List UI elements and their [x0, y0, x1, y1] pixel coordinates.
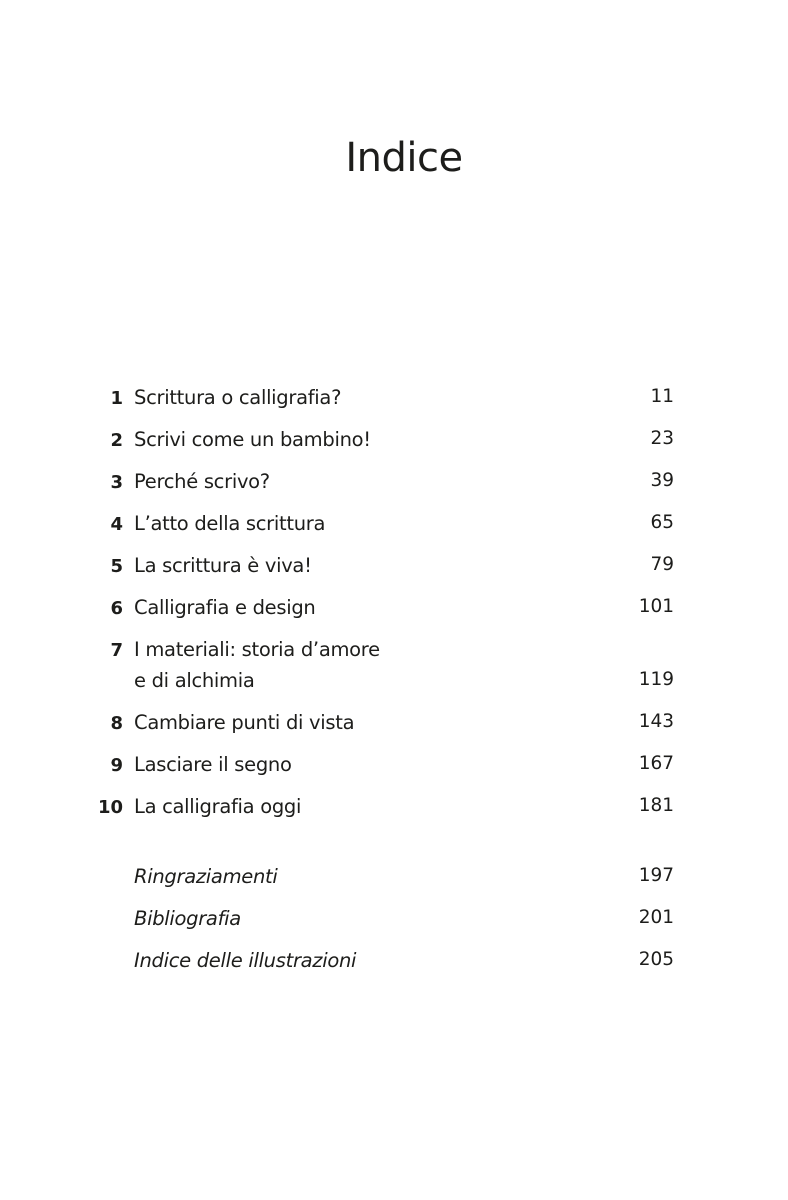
toc-backmatter-illustrations: [0, 939, 788, 981]
chapter-title: L’atto della scrittura: [134, 512, 326, 535]
toc-backmatter-bibliography: [0, 897, 788, 939]
chapter-title: Perché scrivo?: [134, 470, 270, 493]
page-number: 39: [650, 470, 674, 491]
chapter-title: La scrittura è viva!: [134, 554, 312, 577]
chapter-title-line-1: I materiali: storia d’amore: [134, 638, 380, 661]
page-number: 101: [638, 596, 674, 617]
chapter-title: Cambiare punti di vista: [134, 711, 355, 734]
page-number: 143: [638, 711, 674, 732]
chapter-title: Lasciare il segno: [134, 753, 292, 776]
chapter-title: Calligrafia e design: [134, 596, 316, 619]
page-number: 201: [638, 907, 674, 928]
chapter-title-line-2: e di alchimia: [134, 669, 255, 692]
toc-entry-1: [0, 376, 788, 418]
chapter-number: 8: [110, 713, 123, 734]
toc-entry-10: [0, 785, 788, 827]
chapter-title: Scrivi come un bambino!: [134, 428, 371, 451]
chapter-number: 3: [110, 472, 123, 493]
backmatter-title: Indice delle illustrazioni: [134, 949, 357, 972]
toc-entry-4: [0, 502, 788, 544]
chapter-number: 1: [110, 388, 123, 409]
chapter-number: 7: [110, 640, 123, 661]
page-number: 167: [638, 753, 674, 774]
page-number: 197: [638, 865, 674, 886]
chapter-title: La calligrafia oggi: [134, 795, 302, 818]
chapter-number: 6: [110, 598, 123, 619]
toc-entry-7: [0, 628, 788, 700]
chapter-number: 4: [110, 514, 123, 535]
backmatter-title: Ringraziamenti: [134, 865, 278, 888]
toc-entry-2: [0, 418, 788, 460]
page-number: 119: [638, 669, 674, 690]
page-number: 11: [650, 386, 674, 407]
page-number: 23: [650, 428, 674, 449]
toc-backmatter-acknowledgements: [0, 855, 788, 897]
page-number: 181: [638, 795, 674, 816]
toc-entry-5: [0, 544, 788, 586]
page-number: 79: [650, 554, 674, 575]
chapter-number: 5: [110, 556, 123, 577]
page-number: 65: [650, 512, 674, 533]
toc-entry-3: [0, 460, 788, 502]
toc-entry-6: [0, 586, 788, 628]
page-title: Indice: [345, 135, 463, 181]
backmatter-title: Bibliografia: [134, 907, 241, 930]
page-number: 205: [638, 949, 674, 970]
toc-entry-8: [0, 701, 788, 743]
chapter-number: 9: [110, 755, 123, 776]
chapter-number: 2: [110, 430, 123, 451]
chapter-title: Scrittura o calligrafia?: [134, 386, 342, 409]
chapter-number: 10: [97, 797, 123, 818]
toc-entry-9: [0, 743, 788, 785]
